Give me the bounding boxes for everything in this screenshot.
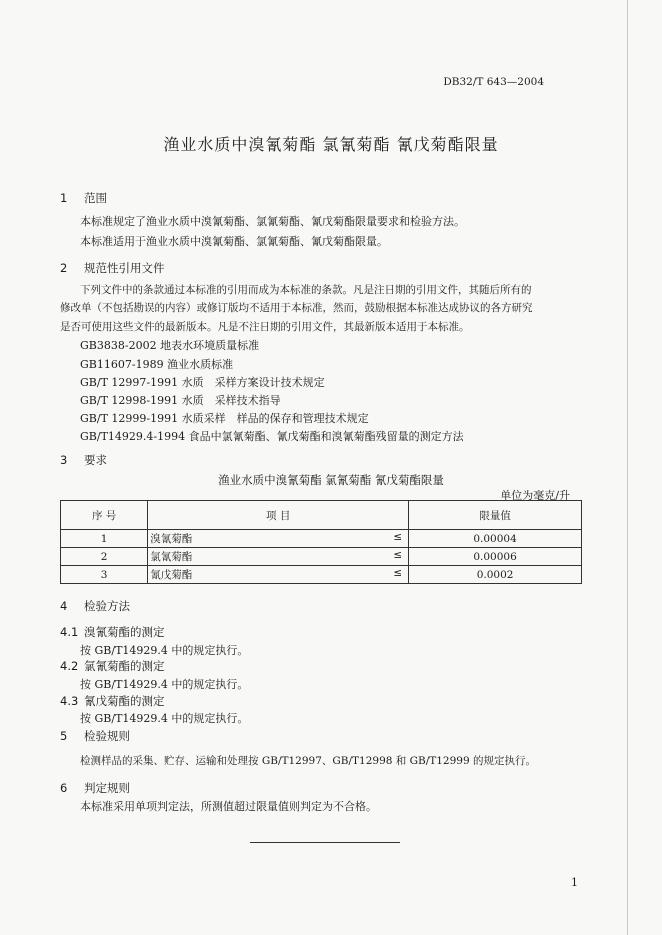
section-1-paragraph: 本标准适用于渔业水质中溴氰菊酯、氯氰菊酯、氰戊菊酯限量。 [80,235,388,248]
section-title: 检验方法 [84,599,130,613]
section-number: 2 [60,261,68,275]
row-no: 3 [61,566,148,584]
reference-item: GB/T 12997-1991 水质 采样方案设计技术规定 [80,376,325,389]
subsection-4-3-text: 按 GB/T14929.4 中的规定执行。 [80,712,249,725]
operator: ≤ [393,549,403,561]
operator: ≤ [393,567,403,579]
document-title: 渔业水质中溴氰菊酯 氯氰菊酯 氰戊菊酯限量 [163,135,499,154]
row-limit: 0.00004 [409,530,582,548]
reference-item: GB/T 12998-1991 水质 采样技术指导 [80,394,281,407]
section-2-paragraph: 下列文件中的条款通过本标准的引用而成为本标准的条款。凡是注日期的引用文件，其随后所有的 [80,284,532,296]
table-header-row [61,501,582,530]
reference-item: GB/T14929.4-1994 食品中氯氰菊酯、氰戊菊酯和溴氰菊酯残留量的测定方法 [80,430,464,443]
section-title: 规范性引用文件 [84,261,165,275]
item-name: 氯氰菊酯 [150,551,193,563]
subsection-4-2-heading [60,658,165,674]
section-5-heading [60,728,130,744]
section-3-heading [60,452,107,468]
section-title: 要求 [84,453,107,467]
section-6-text: 本标准采用单项判定法，所测值超过限量值则判定为不合格。 [80,800,377,813]
page-number: 1 [571,876,578,889]
section-6-heading [60,780,130,796]
section-1-paragraph: 本标准规定了渔业水质中溴氰菊酯、氯氰菊酯、氰戊菊酯限量要求和检验方法。 [80,215,465,228]
standard-number: DB32/T 643—2004 [443,76,544,88]
row-no: 2 [61,548,148,566]
table-row [61,530,582,548]
subsection-4-2-text: 按 GB/T14929.4 中的规定执行。 [80,678,249,691]
table-unit: 单位为毫克/升 [500,489,570,502]
section-number: 3 [60,453,68,467]
table-row [61,566,582,584]
section-title: 判定规则 [84,781,130,795]
limits-table [60,500,582,584]
reference-item: GB3838-2002 地表水环境质量标准 [80,339,260,352]
subsection-number: 4.2 [60,659,79,673]
subsection-number: 4.3 [60,694,79,708]
subsection-4-3-heading [60,693,165,709]
row-no: 1 [61,530,148,548]
reference-item: GB/T 12999-1991 水质采样 样品的保存和管理技术规定 [80,412,369,425]
subsection-4-1-heading [60,624,165,640]
operator: ≤ [393,531,403,543]
header-limit: 限量值 [409,501,582,530]
table-title: 渔业水质中溴氰菊酯 氯氰菊酯 氰戊菊酯限量 [218,473,444,487]
row-item [148,566,409,584]
subsection-4-1-text: 按 GB/T14929.4 中的规定执行。 [80,644,249,657]
section-number: 4 [60,599,68,613]
row-item [148,530,409,548]
reference-item: GB11607-1989 渔业水质标准 [80,358,234,371]
header-no: 序 号 [61,501,148,530]
table-row [61,548,582,566]
item-name: 溴氰菊酯 [150,533,193,545]
section-number: 6 [60,781,68,795]
row-limit: 0.00006 [409,548,582,566]
section-title: 检验规则 [84,729,130,743]
section-2-paragraph: 修改单（不包括勘误的内容）或修订版均不适用于本标准，然而，鼓励根据本标准达成协议的各方研究 [60,302,533,314]
section-number: 5 [60,729,68,743]
row-limit: 0.0002 [409,566,582,584]
subsection-title: 氰戊菊酯的测定 [84,694,165,708]
end-rule [250,842,400,843]
header-item: 项 目 [148,501,409,530]
section-4-heading [60,598,130,614]
section-5-text: 检测样品的采集、贮存、运输和处理按 GB/T12997、GB/T12998 和 GB/T12999 的规定执行。 [80,755,536,767]
item-name: 氰戊菊酯 [150,569,193,581]
subsection-number: 4.1 [60,625,79,639]
section-title: 范围 [84,191,107,205]
subsection-title: 氯氰菊酯的测定 [84,659,165,673]
section-number: 1 [60,191,68,205]
section-2-paragraph: 是否可使用这些文件的最新版本。凡是不注日期的引用文件，其最新版本适用于本标准。 [60,321,470,333]
section-2-heading [60,260,165,276]
row-item [148,548,409,566]
subsection-title: 溴氰菊酯的测定 [84,625,165,639]
section-1-heading [60,190,107,206]
